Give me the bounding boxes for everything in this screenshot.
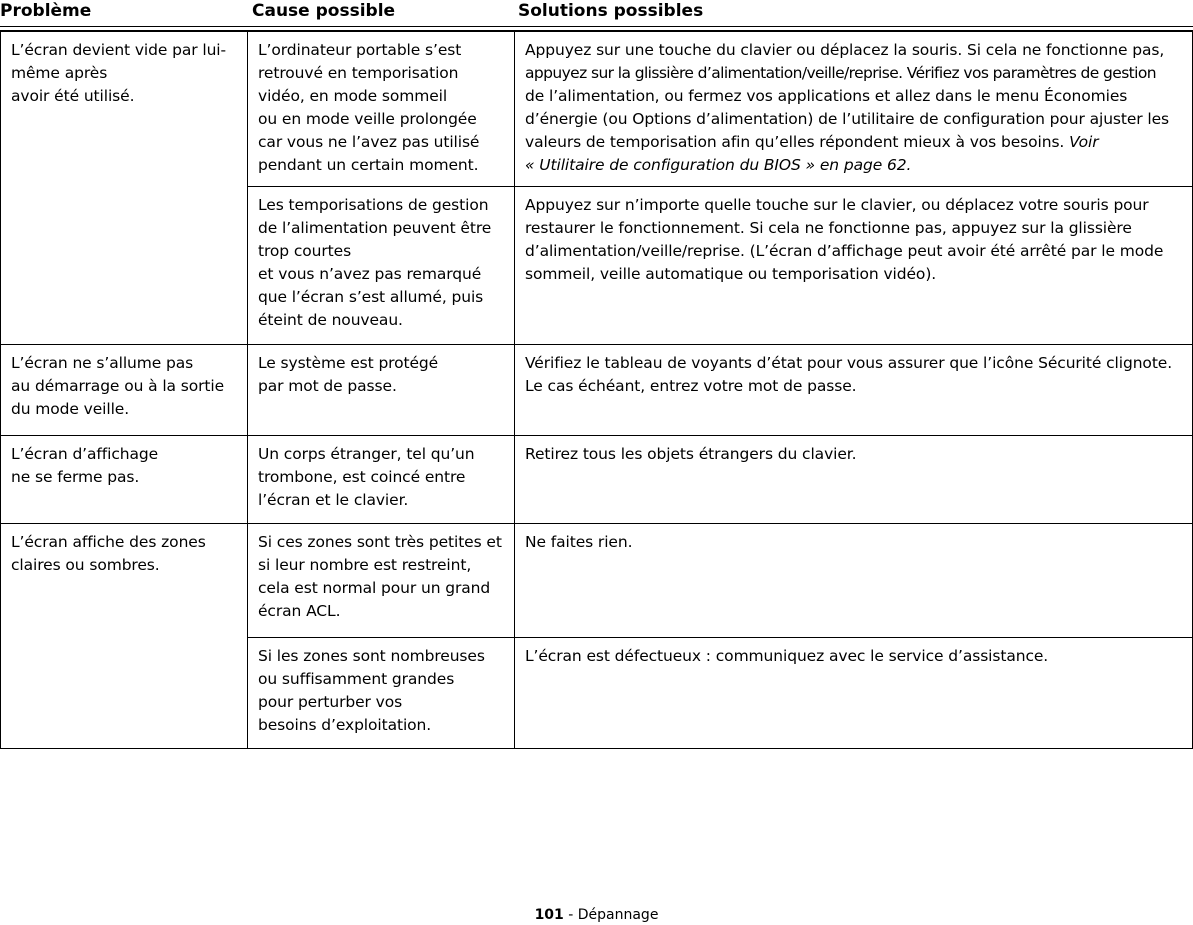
- table-cell-line: écran ACL.: [258, 602, 341, 620]
- table-cell-line: Si ces zones sont très petites et: [258, 533, 502, 551]
- page-footer: [0, 905, 1193, 925]
- solution-cell-4b: [515, 638, 1192, 668]
- table-cell-line: ou suffisamment grandes: [258, 670, 455, 688]
- table-cell-line: [525, 131, 1182, 154]
- problem-cell-1: [1, 32, 247, 108]
- header-cause: Cause possible: [252, 1, 396, 21]
- table-cell-line: pour perturber vos: [258, 693, 403, 711]
- cross-reference-link[interactable]: Voir: [1069, 133, 1099, 151]
- problem-cell-4: [1, 524, 247, 577]
- table-cell-line: Si les zones sont nombreuses: [258, 647, 485, 665]
- solution-cell-1b: [515, 187, 1192, 286]
- cause-cell-3: [248, 436, 514, 512]
- table-cell-line: Le cas échéant, entrez votre mot de passe.: [525, 377, 857, 395]
- table-cell-line: trop courtes: [258, 242, 352, 260]
- section-name: - Dépannage: [563, 907, 659, 923]
- table-cell-line: retrouvé en temporisation: [258, 64, 459, 82]
- table-cell-line: d’énergie (ou Options d’alimentation) de l’utilitaire de configuration pour ajuster les: [525, 110, 1170, 128]
- table-cell-line: Appuyez sur une touche du clavier ou déplacez la souris. Si cela ne fonctionne pas,: [525, 41, 1165, 59]
- table-cell-line: vidéo, en mode sommeil: [258, 87, 448, 105]
- page-number: 101: [534, 907, 564, 923]
- table-cell-line: L’écran ne s’allume pas: [11, 354, 194, 372]
- table-cell-line: ou en mode veille prolongée: [258, 110, 477, 128]
- table-cell-line: d’alimentation/veille/reprise. (L’écran d’affichage peut avoir été arrêté par le mode: [525, 242, 1164, 260]
- table-cell-line: L’écran devient vide par lui-: [11, 41, 227, 59]
- table-cell-line: du mode veille.: [11, 400, 130, 418]
- table-cell-line: sommeil, veille automatique ou temporisation vidéo).: [525, 265, 937, 283]
- table-cell-line: de l’alimentation, ou fermez vos applications et allez dans le menu Économies: [525, 87, 1128, 105]
- table-header-row: [0, 0, 1193, 27]
- table-body: [0, 31, 1193, 749]
- table-cell-line: si leur nombre est restreint,: [258, 556, 472, 574]
- table-cell-line: même après: [11, 64, 108, 82]
- table-cell-line: Le système est protégé: [258, 354, 439, 372]
- table-cell-line: par mot de passe.: [258, 377, 397, 395]
- table-cell-line: Appuyez sur n’importe quelle touche sur le clavier, ou déplacez votre souris pour: [525, 196, 1149, 214]
- table-cell-line: claires ou sombres.: [11, 556, 160, 574]
- table-cell-line: de l’alimentation peuvent être: [258, 219, 492, 237]
- table-cell-line: Ne faites rien.: [525, 533, 633, 551]
- cross-reference-link[interactable]: « Utilitaire de configuration du BIOS » en page 62.: [525, 156, 912, 174]
- header-solution: Solutions possibles: [518, 1, 704, 21]
- table-cell-line: L’ordinateur portable s’est: [258, 41, 462, 59]
- problem-cell-3: [1, 436, 247, 489]
- table-cell-text: valeurs de temporisation afin qu’elles répondent mieux à vos besoins.: [525, 133, 1070, 151]
- table-cell-line: l’écran et le clavier.: [258, 491, 409, 509]
- table-cell-line: ne se ferme pas.: [11, 468, 140, 486]
- table-cell-line: au démarrage ou à la sortie: [11, 377, 225, 395]
- table-cell-line: L’écran d’affichage: [11, 445, 159, 463]
- table-cell-line: car vous ne l’avez pas utilisé: [258, 133, 480, 151]
- table-cell-line: trombone, est coincé entre: [258, 468, 466, 486]
- cause-cell-2: [248, 345, 514, 398]
- table-cell-line: pendant un certain moment.: [258, 156, 479, 174]
- table-cell-line: appuyez sur la glissière d’alimentation/veille/reprise. Vérifiez vos paramètres de gestion: [525, 64, 1156, 82]
- table-cell-line: Les temporisations de gestion: [258, 196, 489, 214]
- table-cell-line: L’écran est défectueux : communiquez avec le service d’assistance.: [525, 647, 1049, 665]
- cause-cell-4a: [248, 524, 514, 623]
- table-cell-line: L’écran affiche des zones: [11, 533, 206, 551]
- table-cell-line: besoins d’exploitation.: [258, 716, 432, 734]
- table-cell-line: et vous n’avez pas remarqué: [258, 265, 482, 283]
- table-cell-line: avoir été utilisé.: [11, 87, 135, 105]
- table-cell-line: Un corps étranger, tel qu’un: [258, 445, 475, 463]
- problem-cell-2: [1, 345, 247, 421]
- cause-cell-1a: [248, 32, 514, 177]
- header-problem: Problème: [0, 1, 92, 21]
- table-cell-line: que l’écran s’est allumé, puis: [258, 288, 484, 306]
- cause-cell-1b: [248, 187, 514, 332]
- table-cell-line: Retirez tous les objets étrangers du clavier.: [525, 445, 857, 463]
- table-cell-line: cela est normal pour un grand: [258, 579, 491, 597]
- solution-cell-4a: [515, 524, 1192, 554]
- cause-cell-4b: [248, 638, 514, 737]
- table-cell-line: Vérifiez le tableau de voyants d’état pour vous assurer que l’icône Sécurité clignote.: [525, 354, 1173, 372]
- solution-cell-3: [515, 436, 1192, 466]
- solution-cell-1a: [515, 32, 1192, 177]
- table-cell-line: restaurer le fonctionnement. Si cela ne fonctionne pas, appuyez sur la glissière: [525, 219, 1132, 237]
- table-cell-line: éteint de nouveau.: [258, 311, 403, 329]
- solution-cell-2: [515, 345, 1192, 398]
